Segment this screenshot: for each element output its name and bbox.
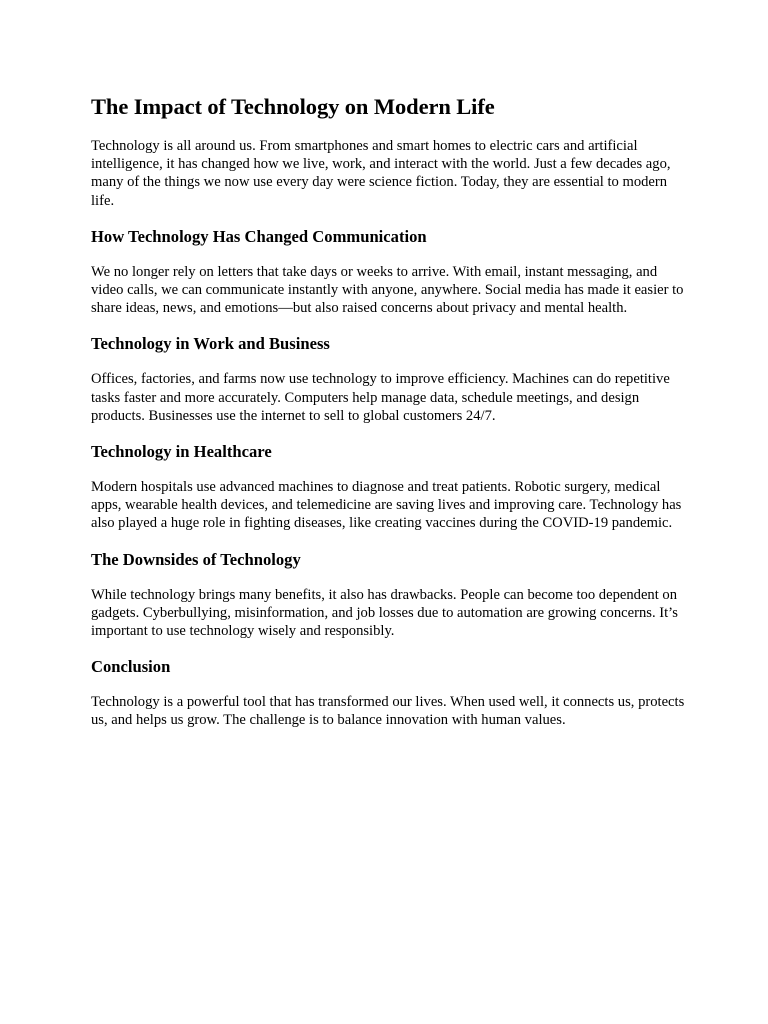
- section-heading-conclusion: Conclusion: [91, 657, 171, 677]
- section-heading-healthcare: Technology in Healthcare: [91, 442, 272, 462]
- section-body-communication: We no longer rely on letters that take days or weeks to arrive. With email, instant messaging, and video calls, we can communicate instantly with anyone, anywhere. Social media has made it easier to share ideas, news, and emotions—but also raised concerns about privacy and mental health.: [91, 263, 684, 317]
- section-heading-downsides: The Downsides of Technology: [91, 549, 301, 569]
- section-body-downsides: While technology brings many benefits, it also has drawbacks. People can become too dependent on gadgets. Cyberbullying, misinformation, and job losses due to automation are growing concerns. It’s important to use technology wisely and responsibly.: [91, 586, 678, 640]
- section-body-work-business: Offices, factories, and farms now use technology to improve efficiency. Machines can do repetitive tasks faster and more accurately. Computers help manage data, schedule meetings, and design products. Businesses use the internet to sell to global customers 24/7.: [91, 371, 670, 424]
- section-heading-work-business: Technology in Work and Business: [91, 334, 330, 354]
- section-heading-communication: How Technology Has Changed Communication: [91, 226, 427, 246]
- document-title: The Impact of Technology on Modern Life: [91, 94, 495, 119]
- section-body-conclusion: Technology is a powerful tool that has transformed our lives. When used well, it connects us, protects us, and helps us grow. The challenge is to balance innovation with human values.: [91, 694, 685, 729]
- document-page: [91, 92, 691, 730]
- section-body-healthcare: Modern hospitals use advanced machines to diagnose and treat patients. Robotic surgery, medical apps, wearable health devices, and telemedicine are saving lives and improving care. Technology has also played a huge role in fighting diseases, like creating vaccines during the COVID-19 pandemic.: [91, 479, 682, 532]
- intro-paragraph: Technology is all around us. From smartphones and smart homes to electric cars and artificial intelligence, it has changed how we live, work, and interact with the world. Just a few decades ago, many of the things we now use every day were science fiction. Today, they are essential to modern life.: [91, 138, 671, 209]
